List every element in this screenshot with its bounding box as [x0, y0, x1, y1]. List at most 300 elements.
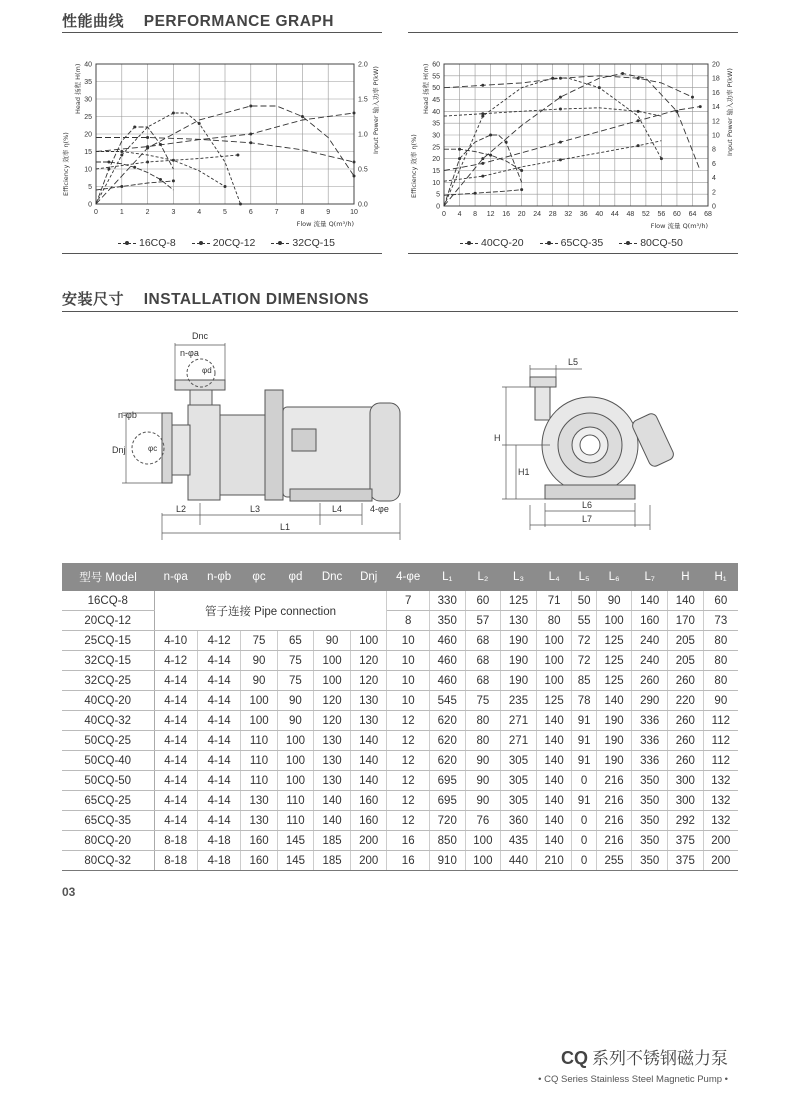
model-cell: 65CQ-35 [62, 811, 154, 831]
chart-svg-left [62, 48, 392, 233]
table-cell: 8-18 [154, 851, 197, 871]
table-cell: 140 [350, 731, 386, 751]
col-header: Dnj [350, 563, 386, 591]
table-cell: 145 [277, 851, 313, 871]
table-cell: 60 [703, 591, 738, 611]
table-cell: 60 [465, 591, 501, 611]
table-cell: 545 [429, 691, 465, 711]
col-header: φd [277, 563, 313, 591]
table-cell: 125 [596, 631, 632, 651]
legend-item [271, 237, 335, 249]
table-cell: 271 [501, 711, 537, 731]
table-cell: 216 [596, 811, 632, 831]
table-cell: 80 [536, 611, 572, 631]
efficiency-line [96, 127, 173, 204]
data-point [481, 175, 484, 178]
table-cell: 300 [668, 771, 704, 791]
legend-item [619, 237, 683, 249]
data-point [224, 185, 227, 188]
col-header: L₄ [536, 563, 572, 591]
data-point [481, 115, 484, 118]
table-cell: 80 [703, 631, 738, 651]
table-cell: 300 [668, 791, 704, 811]
table-cell: 260 [668, 751, 704, 771]
x-tick-label: 7 [274, 209, 279, 216]
table-cell: 4-18 [197, 851, 240, 871]
table-cell: 145 [277, 831, 313, 851]
divider [408, 253, 738, 254]
x-axis-label: Flow 流量 Q(m³/h) [650, 222, 708, 230]
table-cell: 260 [632, 671, 668, 691]
y2-tick-label: 6 [712, 160, 716, 168]
table-cell: 140 [536, 771, 572, 791]
data-point [660, 157, 663, 160]
label-h: H [494, 433, 501, 443]
table-cell: 130 [501, 611, 537, 631]
table-cell: 110 [241, 771, 277, 791]
motor-foot [290, 489, 372, 501]
table-cell: 435 [501, 831, 537, 851]
table-cell: 91 [572, 731, 596, 751]
table-cell: 100 [241, 711, 277, 731]
y-tick-label: 0 [88, 201, 92, 209]
table-cell: 375 [668, 831, 704, 851]
label-l5: L5 [568, 357, 579, 367]
brand-footer [538, 1044, 728, 1085]
y2-tick-label: 18 [712, 75, 720, 83]
table-cell: 12 [387, 711, 429, 731]
data-point [353, 112, 356, 115]
table-cell: 12 [387, 811, 429, 831]
y-tick-label: 10 [84, 166, 92, 174]
table-cell: 350 [429, 611, 465, 631]
table-cell: 350 [632, 771, 668, 791]
col-header: H [668, 563, 704, 591]
label-l7: L7 [582, 514, 593, 524]
table-cell: 240 [632, 651, 668, 671]
table-cell: 75 [277, 671, 313, 691]
table-cell: 190 [501, 631, 537, 651]
table-cell: 260 [668, 711, 704, 731]
y2-tick-label: 2 [712, 189, 716, 197]
data-point [120, 185, 123, 188]
table-cell: 100 [277, 731, 313, 751]
table-cell: 260 [668, 731, 704, 751]
data-point [691, 96, 694, 99]
efficiency-axis-label: Efficiency 效率 η(%) [410, 134, 418, 198]
x-tick-label: 4 [197, 209, 202, 216]
pipe-connection-cell: 管子连接 Pipe connection [154, 591, 387, 631]
terminal-box [292, 429, 316, 451]
table-cell: 80 [465, 731, 501, 751]
table-cell: 120 [350, 671, 386, 691]
y2-tick-label: 4 [712, 175, 716, 183]
table-cell: 132 [703, 811, 738, 831]
table-cell: 160 [241, 851, 277, 871]
table-cell: 140 [536, 811, 572, 831]
table-cell: 100 [536, 671, 572, 691]
y2-tick-label: 0 [712, 203, 716, 211]
data-point [107, 168, 110, 171]
table-cell: 90 [465, 791, 501, 811]
table-cell: 90 [465, 771, 501, 791]
x-tick-label: 1 [119, 209, 124, 216]
model-cell: 65CQ-25 [62, 791, 154, 811]
y-tick-label: 25 [432, 144, 440, 152]
table-cell: 140 [536, 791, 572, 811]
table-row [62, 811, 738, 831]
col-header: H₁ [703, 563, 738, 591]
table-cell: 460 [429, 671, 465, 691]
base-foot [545, 485, 635, 499]
table-cell: 75 [277, 651, 313, 671]
data-point [236, 154, 239, 157]
table-cell: 12 [387, 731, 429, 751]
legend-marker [271, 243, 289, 244]
data-point [172, 112, 175, 115]
label-h1: H1 [518, 467, 530, 477]
col-header: n-φa [154, 563, 197, 591]
x-tick-label: 44 [610, 211, 619, 218]
table-cell: 4-14 [197, 671, 240, 691]
table-cell: 125 [596, 651, 632, 671]
table-cell: 110 [277, 791, 313, 811]
data-point [120, 154, 123, 157]
table-cell: 4-14 [197, 791, 240, 811]
y2-tick-label: 0.0 [358, 201, 368, 209]
table-cell: 170 [668, 611, 704, 631]
data-point [481, 157, 484, 160]
chart-legend-left [118, 237, 335, 249]
x-tick-label: 40 [595, 211, 604, 218]
table-cell: 12 [387, 751, 429, 771]
table-cell: 90 [241, 651, 277, 671]
y-tick-label: 15 [432, 168, 440, 175]
efficiency-axis-label: Efficiency 效率 η(%) [62, 132, 70, 196]
brand-name-en: • CQ Series Stainless Steel Magnetic Pump • [538, 1074, 728, 1085]
legend-marker [540, 243, 558, 244]
table-cell: 8-18 [154, 831, 197, 851]
data-point [120, 150, 123, 153]
table-cell: 7 [387, 591, 429, 611]
data-point [249, 133, 252, 136]
table-cell: 73 [703, 611, 738, 631]
table-cell: 460 [429, 651, 465, 671]
table-cell: 140 [668, 591, 704, 611]
table-cell: 190 [596, 751, 632, 771]
table-row [62, 651, 738, 671]
table-cell: 140 [536, 711, 572, 731]
x-tick-label: 48 [626, 211, 635, 218]
table-cell: 220 [668, 691, 704, 711]
data-point [133, 166, 136, 169]
table-cell: 695 [429, 791, 465, 811]
y2-tick-label: 2.0 [358, 61, 368, 69]
table-row [62, 751, 738, 771]
col-header: 4-φe [387, 563, 429, 591]
table-cell: 12 [387, 771, 429, 791]
y-tick-label: 0 [436, 203, 440, 211]
y-tick-label: 60 [432, 61, 440, 69]
motor-body [283, 407, 378, 497]
data-point [474, 192, 477, 195]
installation-title-cn: 安装尺寸 [62, 290, 125, 308]
table-cell: 16 [387, 831, 429, 851]
table-cell: 132 [703, 791, 738, 811]
col-header: L₂ [465, 563, 501, 591]
label-l4: L4 [332, 504, 343, 514]
table-cell: 140 [350, 771, 386, 791]
label-n-phi-b: n-φb [118, 410, 137, 420]
model-cell: 32CQ-15 [62, 651, 154, 671]
legend-item [118, 237, 176, 249]
table-cell: 72 [572, 651, 596, 671]
table-cell: 0 [572, 831, 596, 851]
model-cell: 80CQ-32 [62, 851, 154, 871]
table-cell: 255 [596, 851, 632, 871]
data-point [146, 136, 149, 139]
table-cell: 130 [350, 711, 386, 731]
table-cell: 78 [572, 691, 596, 711]
y-tick-label: 5 [88, 184, 92, 191]
power-axis-label: Input Power 输入功率 P(kW) [372, 66, 380, 154]
legend-marker [619, 243, 637, 244]
model-cell: 50CQ-25 [62, 731, 154, 751]
x-tick-label: 16 [502, 211, 511, 218]
data-point [249, 105, 252, 108]
performance-title [62, 10, 334, 31]
y-tick-label: 35 [84, 79, 92, 86]
pump-front-view [490, 345, 690, 539]
table-cell: 4-14 [197, 771, 240, 791]
data-point [249, 141, 252, 144]
table-cell: 210 [536, 851, 572, 871]
brand-code: CQ [561, 1048, 588, 1068]
y-tick-label: 10 [432, 179, 440, 187]
head-axis-label: Head 扬程 H(m) [422, 63, 430, 114]
table-cell: 130 [314, 771, 351, 791]
divider [408, 32, 738, 33]
y2-tick-label: 1.5 [358, 96, 368, 104]
legend-item [540, 237, 604, 249]
legend-label: 16CQ-8 [139, 237, 176, 249]
col-header: L₁ [429, 563, 465, 591]
outlet-flange [530, 377, 556, 387]
legend-label: 65CQ-35 [560, 237, 604, 249]
table-cell: 185 [314, 831, 351, 851]
table-cell: 4-14 [197, 751, 240, 771]
table-cell: 4-14 [154, 771, 197, 791]
x-tick-label: 12 [486, 211, 495, 218]
table-row [62, 671, 738, 691]
label-n-phi-a: n-φa [180, 348, 199, 358]
data-point [520, 188, 523, 191]
table-cell: 336 [632, 711, 668, 731]
power-line [96, 181, 173, 190]
table-cell: 130 [350, 691, 386, 711]
label-l2: L2 [176, 504, 187, 514]
table-cell: 140 [350, 751, 386, 771]
model-cell: 25CQ-15 [62, 631, 154, 651]
data-point [301, 115, 304, 118]
table-cell: 4-14 [154, 711, 197, 731]
table-cell: 91 [572, 791, 596, 811]
table-cell: 200 [350, 831, 386, 851]
table-cell: 160 [350, 811, 386, 831]
table-cell: 160 [241, 831, 277, 851]
table-cell: 10 [387, 691, 429, 711]
x-tick-label: 60 [673, 211, 681, 218]
x-tick-label: 28 [548, 211, 557, 218]
head-axis-label: Head 扬程 H(m) [74, 63, 82, 114]
x-tick-label: 52 [641, 211, 650, 218]
data-point [239, 203, 242, 206]
table-cell: 620 [429, 731, 465, 751]
col-header: L₇ [632, 563, 668, 591]
efficiency-line [444, 74, 700, 207]
model-cell: 32CQ-25 [62, 671, 154, 691]
table-cell: 305 [501, 771, 537, 791]
table-cell: 112 [703, 751, 738, 771]
table-cell: 160 [350, 791, 386, 811]
table-cell: 336 [632, 751, 668, 771]
table-cell: 72 [572, 631, 596, 651]
table-cell: 0 [572, 811, 596, 831]
table-cell: 90 [703, 691, 738, 711]
y2-tick-label: 1.0 [358, 131, 368, 139]
data-point [481, 162, 484, 165]
data-point [559, 77, 562, 80]
table-cell: 140 [536, 751, 572, 771]
table-cell: 350 [632, 791, 668, 811]
table-row [62, 791, 738, 811]
table-cell: 100 [536, 651, 572, 671]
data-point [621, 72, 624, 75]
y-tick-label: 50 [432, 85, 440, 93]
legend-item [192, 237, 256, 249]
table-cell: 8 [387, 611, 429, 631]
table-cell: 620 [429, 751, 465, 771]
table-cell: 100 [350, 631, 386, 651]
legend-item [460, 237, 524, 249]
label-l1: L1 [280, 522, 291, 532]
table-cell: 75 [241, 631, 277, 651]
legend-marker [118, 243, 136, 244]
data-point [146, 145, 149, 148]
y-tick-label: 45 [432, 97, 440, 104]
x-tick-label: 9 [326, 209, 331, 216]
legend-marker [460, 243, 478, 244]
table-cell: 100 [596, 611, 632, 631]
table-cell: 91 [572, 711, 596, 731]
data-point [146, 161, 149, 164]
table-row [62, 711, 738, 731]
table-cell: 120 [314, 691, 351, 711]
data-point [353, 161, 356, 164]
table-cell: 130 [314, 751, 351, 771]
table-cell: 4-18 [197, 831, 240, 851]
table-cell: 850 [429, 831, 465, 851]
x-tick-label: 68 [704, 211, 712, 218]
table-cell: 190 [501, 651, 537, 671]
col-header: Dnc [314, 563, 351, 591]
legend-label: 80CQ-50 [640, 237, 683, 249]
col-header: L₃ [501, 563, 537, 591]
data-point [172, 179, 175, 182]
table-cell: 16 [387, 851, 429, 871]
table-row [62, 831, 738, 851]
table-row [62, 631, 738, 651]
data-point [505, 141, 508, 144]
y2-tick-label: 0.5 [358, 166, 368, 174]
data-point [637, 144, 640, 147]
performance-title-en: PERFORMANCE GRAPH [143, 13, 334, 30]
x-tick-label: 24 [533, 211, 542, 218]
table-cell: 240 [632, 631, 668, 651]
table-cell: 185 [314, 851, 351, 871]
x-tick-label: 8 [473, 211, 478, 218]
table-cell: 350 [632, 851, 668, 871]
model-cell: 20CQ-12 [62, 611, 154, 631]
table-cell: 205 [668, 631, 704, 651]
col-header: n-φb [197, 563, 240, 591]
x-tick-label: 5 [223, 209, 227, 216]
y2-tick-label: 10 [712, 132, 720, 140]
data-point [353, 175, 356, 178]
table-cell: 65 [277, 631, 313, 651]
col-header: φc [241, 563, 277, 591]
divider [62, 32, 382, 33]
legend-label: 20CQ-12 [212, 237, 256, 249]
table-cell: 100 [314, 651, 351, 671]
table-cell: 4-14 [197, 651, 240, 671]
y-tick-label: 40 [432, 108, 440, 116]
data-point [637, 110, 640, 113]
divider [62, 311, 738, 312]
table-cell: 0 [572, 851, 596, 871]
table-cell: 90 [277, 711, 313, 731]
table-cell: 292 [668, 811, 704, 831]
table-cell: 10 [387, 651, 429, 671]
table-cell: 200 [703, 831, 738, 851]
performance-chart-left [62, 48, 392, 233]
x-tick-label: 20 [517, 211, 526, 218]
table-cell: 68 [465, 651, 501, 671]
table-cell: 100 [277, 771, 313, 791]
y-tick-label: 30 [432, 132, 440, 140]
data-point [198, 122, 201, 125]
table-cell: 140 [536, 831, 572, 851]
table-cell: 190 [596, 711, 632, 731]
table-cell: 90 [314, 631, 351, 651]
table-cell: 720 [429, 811, 465, 831]
table-cell: 130 [241, 791, 277, 811]
table-cell: 100 [536, 631, 572, 651]
y2-tick-label: 8 [712, 146, 716, 154]
brand-name-cn: 系列不锈钢磁力泵 [592, 1049, 728, 1069]
table-cell: 4-14 [197, 731, 240, 751]
y2-tick-label: 14 [712, 104, 720, 112]
table-cell: 620 [429, 711, 465, 731]
table-cell: 100 [241, 691, 277, 711]
power-axis-label: Input Power 输入功率 P(kW) [726, 68, 734, 156]
y-tick-label: 25 [84, 114, 92, 121]
data-point [559, 158, 562, 161]
data-point [699, 105, 702, 108]
dimensions-table [62, 563, 738, 871]
x-tick-label: 64 [688, 211, 697, 218]
table-cell: 290 [632, 691, 668, 711]
